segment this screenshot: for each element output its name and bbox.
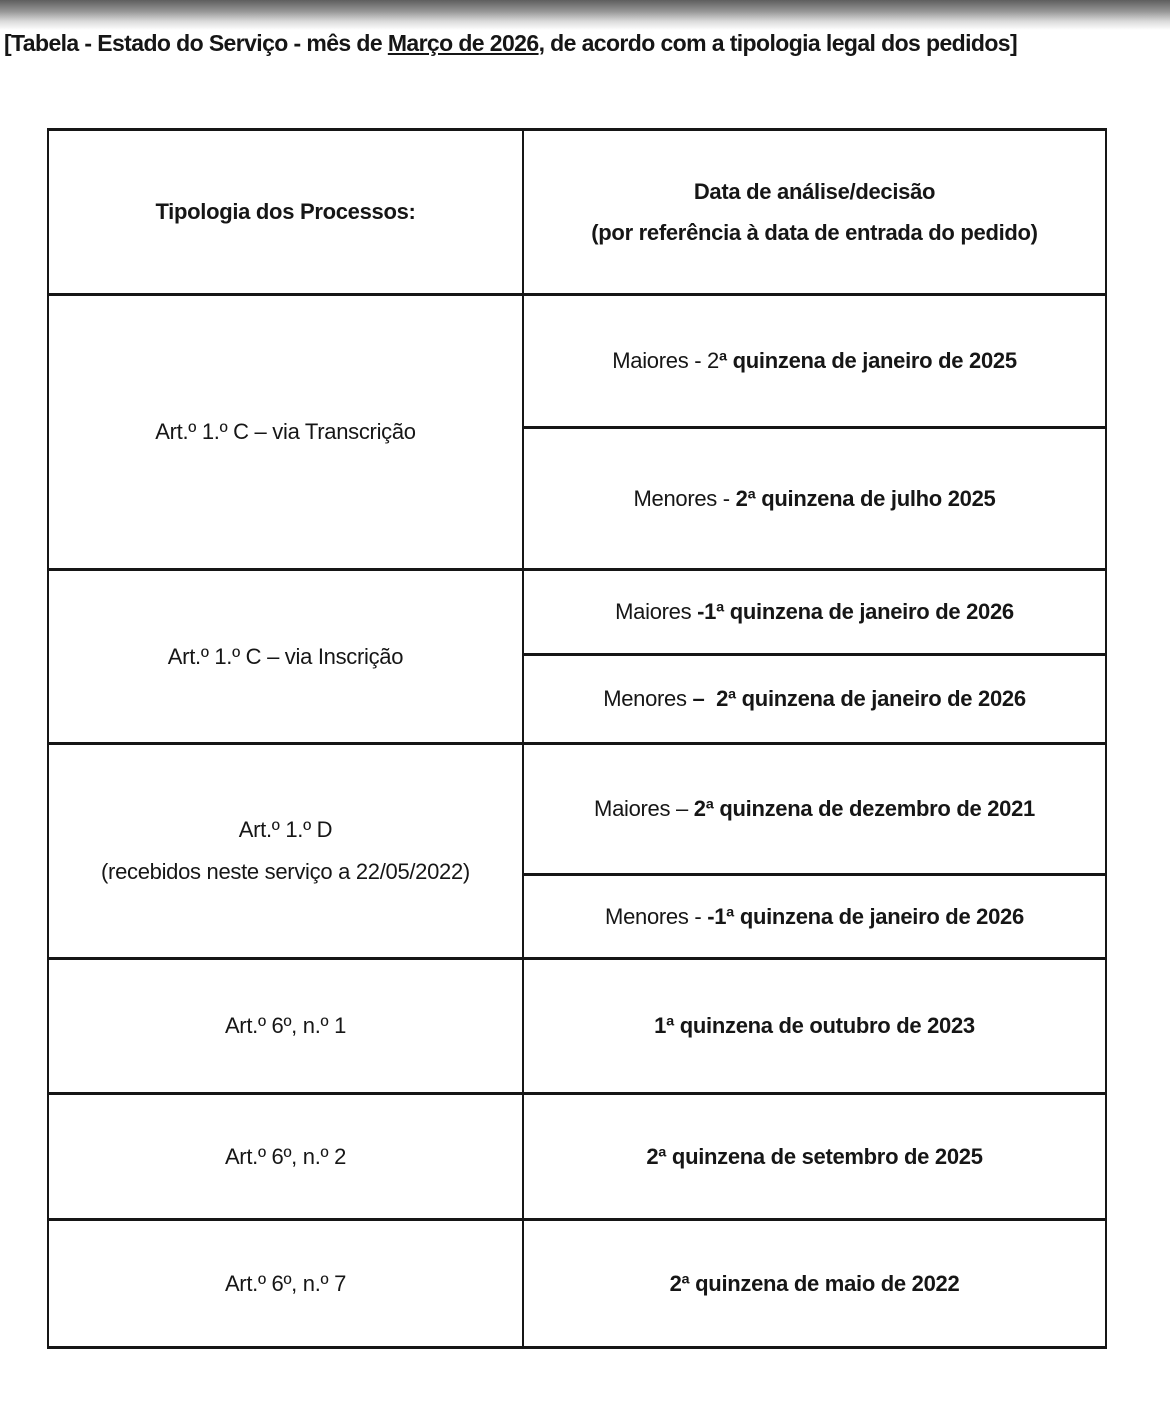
typology-cell-art6-n7 [48, 1220, 523, 1348]
date-cell-menores [523, 428, 1106, 570]
date-cell [523, 1220, 1106, 1348]
typology-label-line2: (recebidos neste serviço a 22/05/2022) [101, 859, 470, 884]
typology-label: Art.º 1.º C – via Transcrição [155, 419, 416, 445]
table-row [48, 744, 1106, 875]
typology-cell-art1c-transcricao [48, 295, 523, 570]
header-date-line2: (por referência à data de entrada do pedido) [591, 220, 1038, 245]
scan-shadow-gradient [0, 0, 1170, 30]
typology-cell-art1d [48, 744, 523, 959]
service-status-table [47, 128, 1107, 1349]
date-cell-maiores [523, 570, 1106, 655]
title-month-underlined: Março de 2026 [387, 30, 539, 56]
date-bold-segment: 2ª quinzena de julho 2025 [735, 485, 996, 511]
date-normal-segment: Menores - [605, 903, 708, 929]
typology-label: Art.º 6º, n.º 1 [224, 1013, 347, 1039]
date-bold-segment: -1ª quinzena de janeiro de 2026 [707, 903, 1024, 929]
title-suffix: , de acordo com a tipologia legal dos pedidos] [538, 30, 1018, 56]
table-header-row [48, 130, 1106, 295]
header-typology-cell [48, 130, 523, 295]
date-bold-segment: 2ª quinzena de setembro de 2025 [646, 1143, 983, 1169]
table-row [48, 570, 1106, 655]
date-normal-segment: Maiores - 2 [612, 348, 719, 374]
date-cell [523, 959, 1106, 1094]
date-cell-maiores [523, 295, 1106, 428]
typology-label: Art.º 6º, n.º 2 [224, 1143, 347, 1169]
table-row [48, 959, 1106, 1094]
table-row [48, 1220, 1106, 1348]
table-row [48, 1094, 1106, 1220]
date-bold-segment: 2ª quinzena de dezembro de 2021 [693, 796, 1035, 822]
typology-cell-art1c-inscricao [48, 570, 523, 744]
page-title [4, 30, 1017, 57]
date-cell-menores [523, 875, 1106, 959]
date-bold-segment: 2ª quinzena de maio de 2022 [669, 1270, 960, 1296]
date-cell-menores [523, 655, 1106, 744]
date-normal-segment: Menores [603, 686, 693, 712]
date-normal-segment: Maiores [615, 599, 698, 625]
table-row [48, 295, 1106, 428]
header-date-cell [523, 130, 1106, 295]
date-normal-segment: Maiores – [594, 796, 694, 822]
date-bold-segment: – 2ª quinzena de janeiro de 2026 [692, 686, 1026, 712]
typology-label: Art.º 6º, n.º 7 [224, 1270, 347, 1296]
typology-cell-art6-n1 [48, 959, 523, 1094]
typology-cell-art6-n2 [48, 1094, 523, 1220]
date-bold-segment: -1ª quinzena de janeiro de 2026 [697, 599, 1014, 625]
date-bold-segment: 1ª quinzena de outubro de 2023 [654, 1013, 975, 1039]
date-bold-segment: ª quinzena de janeiro de 2025 [718, 348, 1017, 374]
header-typology-label: Tipologia dos Processos: [155, 199, 416, 225]
date-cell-maiores [523, 744, 1106, 875]
date-cell [523, 1094, 1106, 1220]
title-prefix: [Tabela - Estado do Serviço - mês de [4, 30, 388, 56]
typology-label-line1: Art.º 1.º D [238, 817, 333, 842]
typology-label: Art.º 1.º C – via Inscrição [167, 643, 404, 669]
header-date-line1: Data de análise/decisão [693, 179, 936, 204]
date-normal-segment: Menores - [633, 485, 736, 511]
